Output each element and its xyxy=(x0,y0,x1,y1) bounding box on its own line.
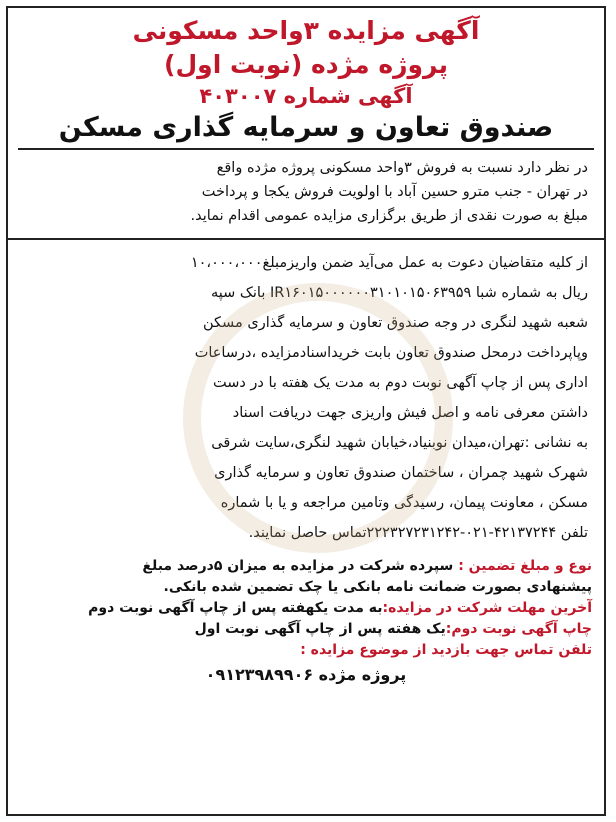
notice-header xyxy=(8,8,604,150)
notice-title-line1: آگهی مزایده ۳واحد مسکونی xyxy=(132,16,480,45)
second-print-row xyxy=(20,619,592,640)
body-line: تلفن ۴۲۱۳۷۲۴۴-۰۲۱-۲۲۲۳۲۷۲۳۱۲۴۲تماس حاصل نمایند. xyxy=(248,525,588,541)
organization-name: صندوق تعاون و سرمایه گذاری مسکن xyxy=(18,110,594,150)
intro-line: مبلغ به صورت نقدی از طریق برگزاری مزایده عمومی اقدام نماید. xyxy=(190,208,588,224)
body-line: شهرک شهید چمران ، ساختمان صندوق تعاون و سرمایه گذاری xyxy=(214,465,588,481)
visit-contact-label: تلفن تماس جهت بازدید از موضوع مزایده : xyxy=(300,642,592,658)
intro-line: در تهران - جنب مترو حسین آباد با اولویت فروش یکجا و پرداخت xyxy=(201,184,588,200)
intro-paragraph xyxy=(8,150,604,238)
auction-notice xyxy=(6,6,606,816)
guarantee-label: نوع و مبلغ تضمین : xyxy=(458,558,592,574)
guarantee-row xyxy=(20,556,592,577)
guarantee-text: سپرده شرکت در مزایده به میزان ۵درصد مبلغ xyxy=(142,558,459,574)
body-line: ریال به شماره شبا IR۱۶۰۱۵۰۰۰۰۰۰۳۱۰۱۰۱۵۰۶۳۹۵۹ بانک سپه xyxy=(211,285,588,301)
guarantee-text-cont: پیشنهادی بصورت ضمانت نامه بانکی یا چک تضمین شده بانکی. xyxy=(163,579,592,595)
body-line: شعبه شهید لنگری در وجه صندوق تعاون و سرمایه گذاری مسکن xyxy=(203,315,588,331)
terms-section xyxy=(8,552,604,689)
deadline-row xyxy=(20,598,592,619)
body-line: مسکن ، معاونت پیمان، رسیدگی وتامین مراجعه و یا با شماره xyxy=(220,495,588,511)
second-print-label: چاپ آگهی نوبت دوم: xyxy=(445,621,592,637)
intro-line: در نظر دارد نسبت به فروش ۳واحد مسکونی پروژه مژده واقع xyxy=(216,160,588,176)
second-print-text: یک هفته پس از چاپ آگهی نوبت اول xyxy=(194,621,446,637)
notice-title-line2: پروژه مژده (نوبت اول) xyxy=(164,50,448,79)
deadline-text: به مدت یکهفته پس از چاپ آگهی نوبت دوم xyxy=(88,600,383,616)
body-line: از کلیه متقاضیان دعوت به عمل می‌آید ضمن واریزمبلغ۱۰،۰۰۰،۰۰۰ xyxy=(190,255,588,271)
body-line: به نشانی :تهران،میدان نوبنیاد،خیابان شهید لنگری،سایت شرقی xyxy=(211,435,588,451)
body-line: وپاپرداخت درمحل صندوق تعاون بابت خریداسنادمزایده ،درساعات xyxy=(194,345,588,361)
deadline-label: آخرین مهلت شرکت در مزایده: xyxy=(382,600,592,616)
body-line: اداری پس از چاپ آگهی نوبت دوم به مدت یک هفته با در دست xyxy=(212,375,588,391)
visit-phone: پروژه مژده ۰۹۱۲۳۹۸۹۹۰۶ xyxy=(205,665,407,684)
body-line: داشتن معرفی نامه و اصل فیش واریزی جهت دریافت اسناد xyxy=(232,405,588,421)
body-paragraph xyxy=(8,240,604,552)
notice-number: آگهی شماره ۴۰۳۰۰۷ xyxy=(199,84,413,108)
